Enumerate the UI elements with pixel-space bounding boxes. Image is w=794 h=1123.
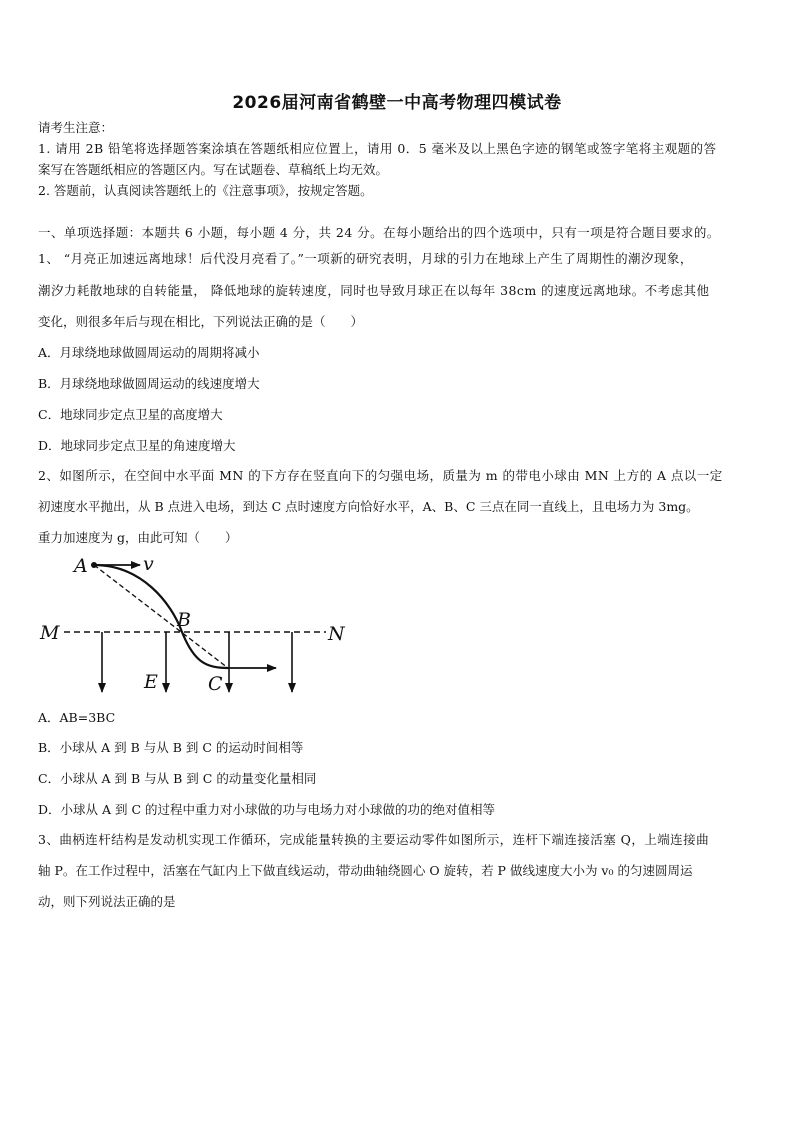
q2-stem-line-3: 重力加速度为 g，由此可知（ ） bbox=[38, 530, 238, 545]
q1-option-b: B．月球绕地球做圆周运动的线速度增大 bbox=[38, 376, 260, 391]
q2-option-b: B．小球从 A 到 B 与从 B 到 C 的运动时间相等 bbox=[38, 740, 304, 755]
label-b: B bbox=[177, 609, 191, 631]
page-title: 2026届河南省鹤壁一中高考物理四模试卷 bbox=[232, 93, 562, 113]
q1-option-d: D．地球同步定点卫星的角速度增大 bbox=[38, 438, 236, 453]
label-n: N bbox=[328, 623, 345, 645]
q2-option-c: C．小球从 A 到 B 与从 B 到 C 的动量变化量相同 bbox=[38, 771, 317, 786]
q2-option-d: D．小球从 A 到 C 的过程中重力对小球做的功与电场力对小球做的功的绝对值相等 bbox=[38, 802, 496, 817]
q3-stem-line-2: 轴 P。在工作过程中，活塞在气缸内上下做直线运动，带动曲轴绕圆心 O 旋转，若 P 做线速度大小为 v₀ 的匀速圆周运 bbox=[38, 863, 693, 878]
notice-item-1-line-2: 案写在答题纸相应的答题区内。写在试题卷、草稿纸上均无效。 bbox=[38, 162, 389, 177]
label-e: E bbox=[144, 671, 158, 693]
q1-stem-line-1: 1、 “月亮正加速远离地球！后代没月亮看了。”一项新的研究表明，月球的引力在地球上产生了周期性的潮汐现象， bbox=[38, 251, 693, 266]
section-1-intro: 一、单项选择题：本题共 6 小题，每小题 4 分，共 24 分。在每小题给出的四个选项中，只有一项是符合题目要求的。 bbox=[38, 225, 720, 240]
label-a: A bbox=[74, 555, 88, 577]
q1-option-c: C．地球同步定点卫星的高度增大 bbox=[38, 407, 223, 422]
point-a bbox=[91, 562, 97, 568]
q1-option-a: A．月球绕地球做圆周运动的周期将减小 bbox=[38, 345, 260, 360]
label-v: v bbox=[143, 553, 154, 575]
abc-straight-line bbox=[94, 565, 228, 668]
q2-figure bbox=[36, 552, 356, 700]
q1-stem-line-2: 潮汐力耗散地球的自转能量， 降低地球的旋转速度，同时也导致月球正在以每年 38cm 的速度远离地球。不考虑其他 bbox=[38, 283, 710, 298]
q1-stem-line-3: 变化，则很多年后与现在相比，下列说法正确的是（ ） bbox=[38, 314, 364, 329]
label-c: C bbox=[208, 673, 223, 695]
q3-stem-line-1: 3、曲柄连杆结构是发动机实现工作循环，完成能量转换的主要运动零件如图所示，连杆下端连接活塞 Q，上端连接曲 bbox=[38, 832, 710, 847]
q2-option-a: A．AB=3BC bbox=[38, 710, 116, 725]
notice-heading: 请考生注意： bbox=[38, 120, 114, 135]
q2-stem-line-2: 初速度水平抛出，从 B 点进入电场，到达 C 点时速度方向恰好水平，A、B、C 三点在同一直线上，且电场力为 3mg。 bbox=[38, 499, 699, 514]
label-m: M bbox=[40, 622, 60, 644]
q3-stem-line-3: 动，则下列说法正确的是 bbox=[38, 894, 176, 909]
q2-stem-line-1: 2、如图所示，在空间中水平面 MN 的下方存在竖直向下的匀强电场，质量为 m 的带电小球由 MN 上方的 A 点以一定 bbox=[38, 468, 723, 483]
notice-item-2: 2. 答题前，认真阅读答题纸上的《注意事项》，按规定答题。 bbox=[38, 183, 373, 198]
notice-item-1-line-1: 1. 请用 2B 铅笔将选择题答案涂填在答题纸相应位置上，请用 0．5 毫米及以上黑色字迹的钢笔或签字笔将主观题的答 bbox=[38, 141, 717, 156]
